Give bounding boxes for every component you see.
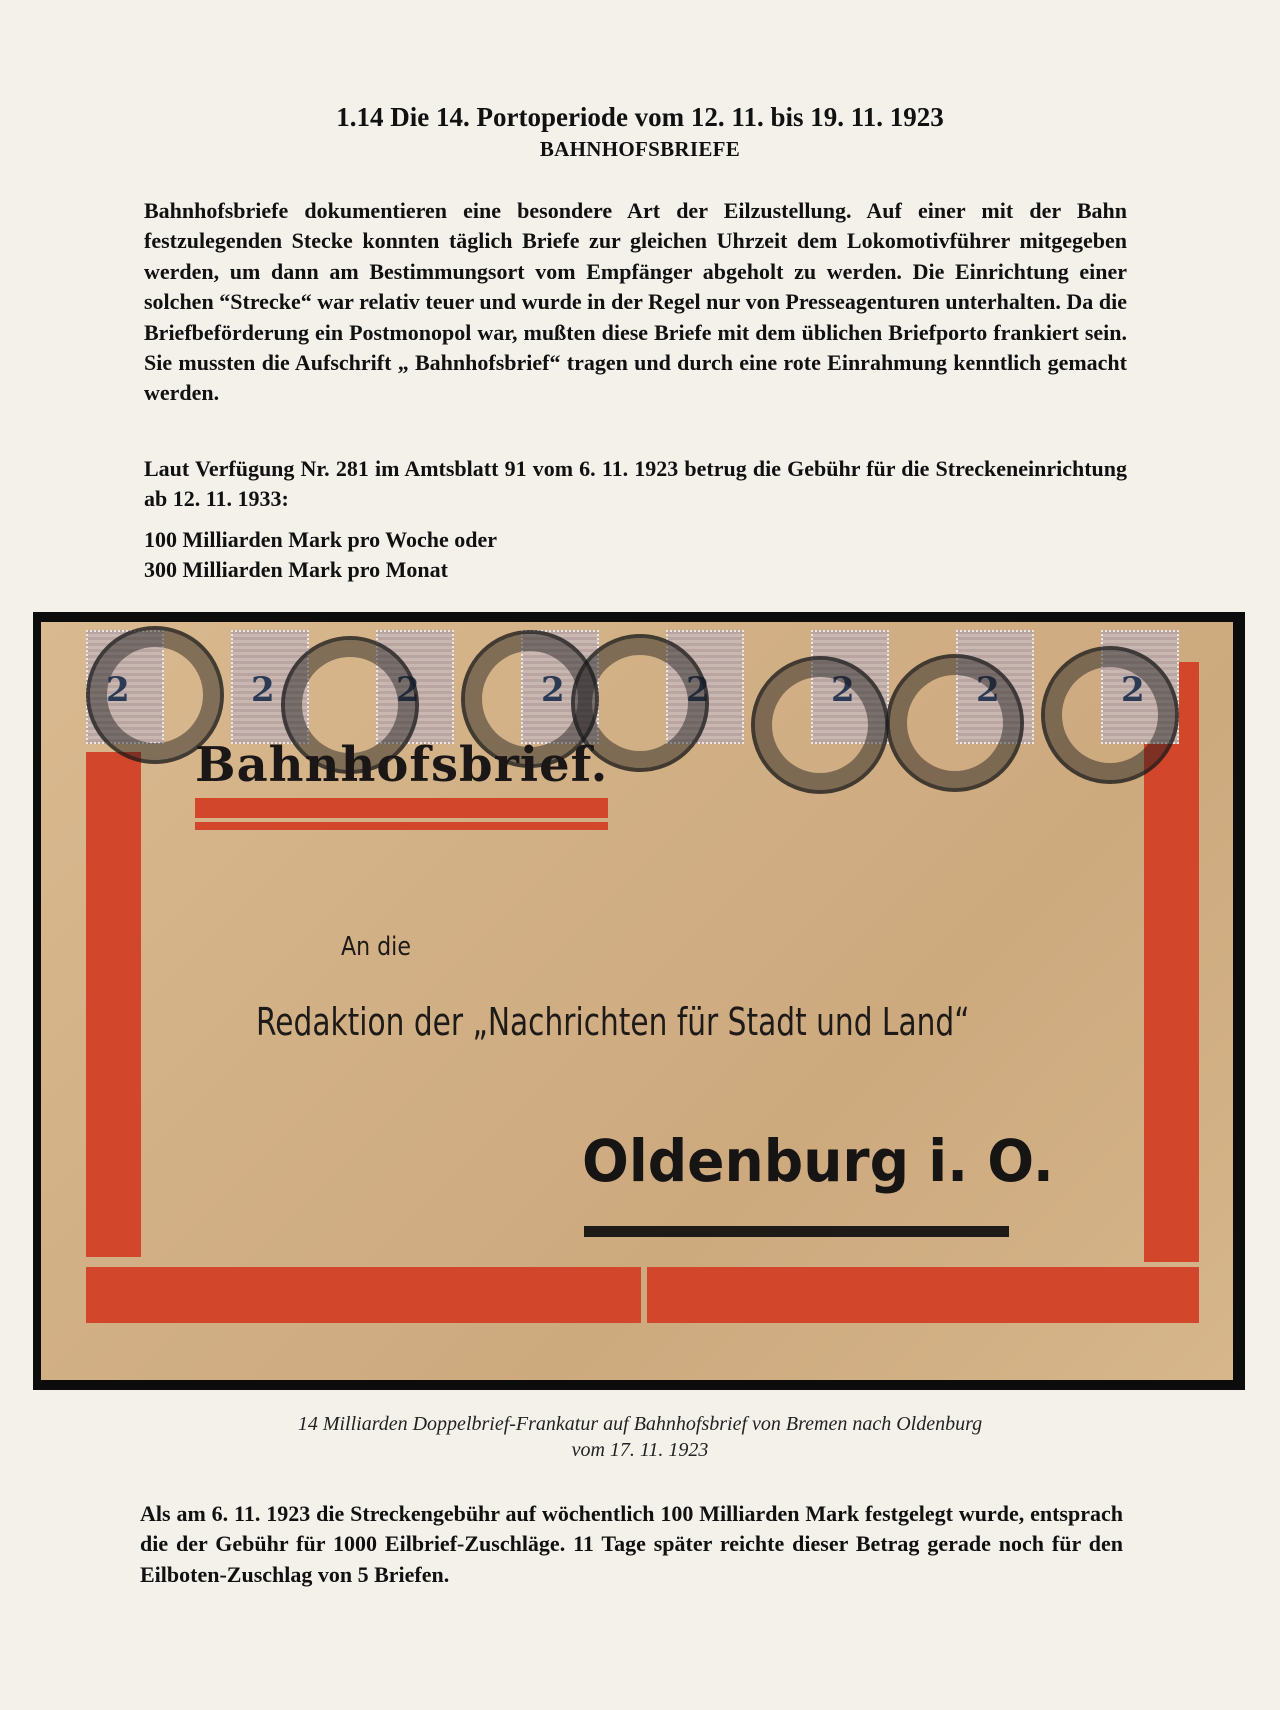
red-border-bottom-left xyxy=(86,1267,641,1323)
stamp-value: 2 xyxy=(106,670,130,710)
address-line-recipient: An die xyxy=(341,932,411,962)
decree-paragraph: Laut Verfügung Nr. 281 im Amtsblatt 91 vom 6. 11. 1923 betrug die Gebühr für die Streckeneinrichtung ab 12. 11. 1933: xyxy=(144,456,1127,512)
postmark xyxy=(886,654,1024,792)
fee-item-weekly: 100 Milliarden Mark pro Woche oder xyxy=(144,527,497,552)
closing-paragraph: Als am 6. 11. 1923 die Streckengebühr auf wöchentlich 100 Milliarden Mark festgelegt wurde, entsprach die der Gebühr für 1000 Eilbrief-Zuschläge. 11 Tage später reichte dieser Betrag gerade noch für den Eilboten-Zuschlag von 5 Briefen. xyxy=(140,1501,1123,1587)
envelope xyxy=(41,622,1233,1380)
page-title: 1.14 Die 14. Portoperiode vom 12. 11. bis 19. 11. 1923 xyxy=(336,102,944,132)
city-underline xyxy=(584,1226,1009,1237)
heading-red-rule-thin xyxy=(195,822,608,830)
envelope-photo xyxy=(33,612,1245,1390)
stamp-value: 2 xyxy=(831,670,855,710)
stamp-value: 2 xyxy=(1121,670,1145,710)
page-subtitle: BAHNHOFSBRIEFE xyxy=(539,137,741,161)
envelope-heading: Bahnhofsbrief. xyxy=(195,737,609,793)
red-border-left xyxy=(86,752,141,1257)
stamp-strip xyxy=(86,630,1196,750)
address-line-city: Oldenburg i. O. xyxy=(582,1127,1054,1195)
caption-line-2: vom 17. 11. 1923 xyxy=(571,1439,709,1461)
stamp-value: 2 xyxy=(396,670,420,710)
caption-line-1: 14 Milliarden Doppelbrief-Frankatur auf Bahnhofsbrief von Bremen nach Oldenburg xyxy=(297,1413,983,1435)
photo-caption xyxy=(0,1411,1280,1463)
stamp-value: 2 xyxy=(686,670,710,710)
intro-paragraph: Bahnhofsbriefe dokumentieren eine besondere Art der Eilzustellung. Auf einer mit der Bahn festzulegenden Stecke konnten täglich Briefe zur gleichen Uhrzeit dem Lokomotivführer mitgegeben werden, um dann am Bestimmungsort vom Empfänger abgeholt zu werden. Die Einrichtung einer solchen “Strecke“ war relativ teuer und wurde in der Regel nur von Presseagenturen unterhalten. Da die Briefbeförderung ein Postmonopol war, mußten diese Briefe mit dem üblichen Briefporto frankiert sein. Sie mussten die Aufschrift „ Bahnhofsbrief“ tragen und durch eine rote Einrahmung kenntlich gemacht werden. xyxy=(144,198,1127,406)
postmark xyxy=(1041,646,1179,784)
address-line-editorial: Redaktion der „Nachrichten für Stadt und Land“ xyxy=(256,1000,970,1044)
fee-list xyxy=(144,525,497,586)
red-border-bottom-right xyxy=(647,1267,1199,1323)
stamp-value: 2 xyxy=(251,670,275,710)
postmark xyxy=(751,656,889,794)
stamp-value: 2 xyxy=(541,670,565,710)
stamp-value: 2 xyxy=(976,670,1000,710)
heading-red-rule xyxy=(195,798,608,818)
fee-item-monthly: 300 Milliarden Mark pro Monat xyxy=(144,557,448,583)
